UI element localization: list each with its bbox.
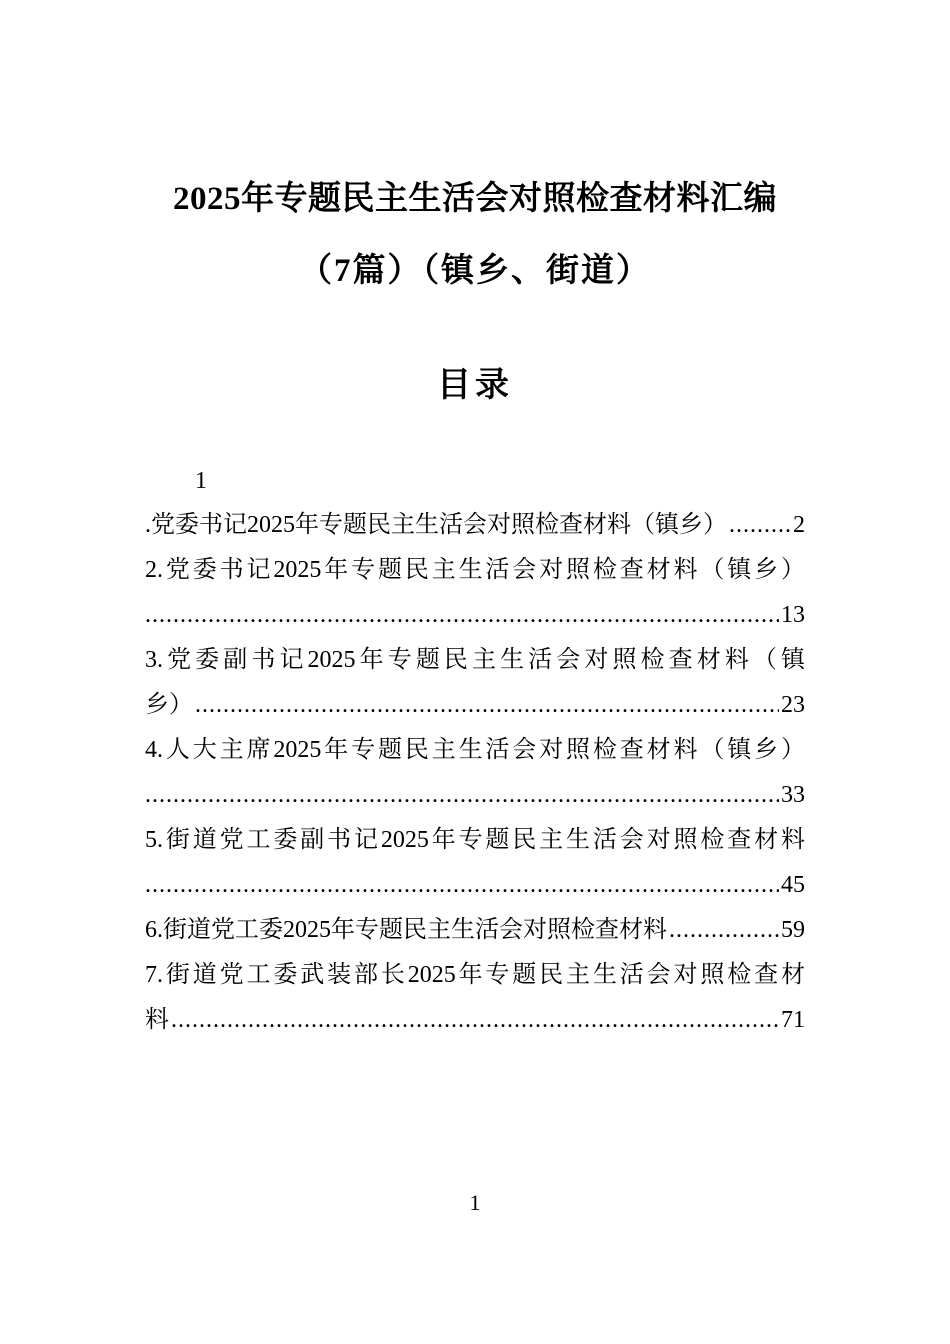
toc-leader-dots <box>145 778 779 812</box>
toc-page-number: 13 <box>781 602 805 628</box>
toc-entry-text: 1 <box>195 468 207 494</box>
toc-line[interactable] <box>145 733 805 767</box>
page-number: 1 <box>469 1190 481 1215</box>
toc-page-number: 45 <box>781 872 805 898</box>
toc-entry-text: 7.街道党工委武装部长2025年专题民主生活会对照检查材 <box>145 962 805 988</box>
toc-line[interactable] <box>145 643 805 677</box>
toc-page-number: 2 <box>793 512 805 538</box>
toc-entry-text: 2.党委书记2025年专题民主生活会对照检查材料（镇乡） <box>145 557 805 583</box>
toc-page-number: 33 <box>781 782 805 808</box>
toc-heading: 目录 <box>437 367 513 404</box>
toc-line[interactable] <box>145 508 805 542</box>
toc-entry-text: 6.街道党工委2025年专题民主生活会对照检查材料 <box>145 917 667 943</box>
toc-leader-dots <box>195 688 779 722</box>
toc-line[interactable] <box>145 598 805 632</box>
toc-line[interactable] <box>145 553 805 587</box>
toc-leader-dots <box>729 508 791 542</box>
toc-entry-text: 3.党委副书记2025年专题民主生活会对照检查材料（镇 <box>145 647 805 673</box>
toc-page-number: 71 <box>781 1007 805 1033</box>
toc-line[interactable] <box>145 688 805 722</box>
toc-line[interactable] <box>145 823 805 857</box>
toc-line[interactable] <box>145 778 805 812</box>
toc-entry-text: 4.人大主席2025年专题民主生活会对照检查材料（镇乡） <box>145 737 805 763</box>
toc-line[interactable] <box>145 1003 805 1037</box>
toc-leader-dots <box>171 1003 779 1037</box>
toc-leader-dots <box>669 913 779 947</box>
toc-line[interactable] <box>145 913 805 947</box>
toc-leader-dots <box>145 598 779 632</box>
toc-entry-text: 乡） <box>145 692 193 718</box>
toc-entry-text: 5.街道党工委副书记2025年专题民主生活会对照检查材料 <box>145 827 805 853</box>
toc-entry-text: .党委书记2025年专题民主生活会对照检查材料（镇乡） <box>145 512 727 538</box>
toc-line[interactable] <box>145 958 805 992</box>
toc-leader-dots <box>145 868 779 902</box>
toc-page-number: 23 <box>781 692 805 718</box>
toc-entry-text: 料 <box>145 1007 169 1033</box>
toc-line[interactable] <box>145 464 805 498</box>
toc-page-number: 59 <box>781 917 805 943</box>
document-title-line-2: （7篇）（镇乡、街道） <box>299 253 651 289</box>
toc-line[interactable] <box>145 868 805 902</box>
document-title-line-1: 2025年专题民主生活会对照检查材料汇编 <box>173 181 777 217</box>
